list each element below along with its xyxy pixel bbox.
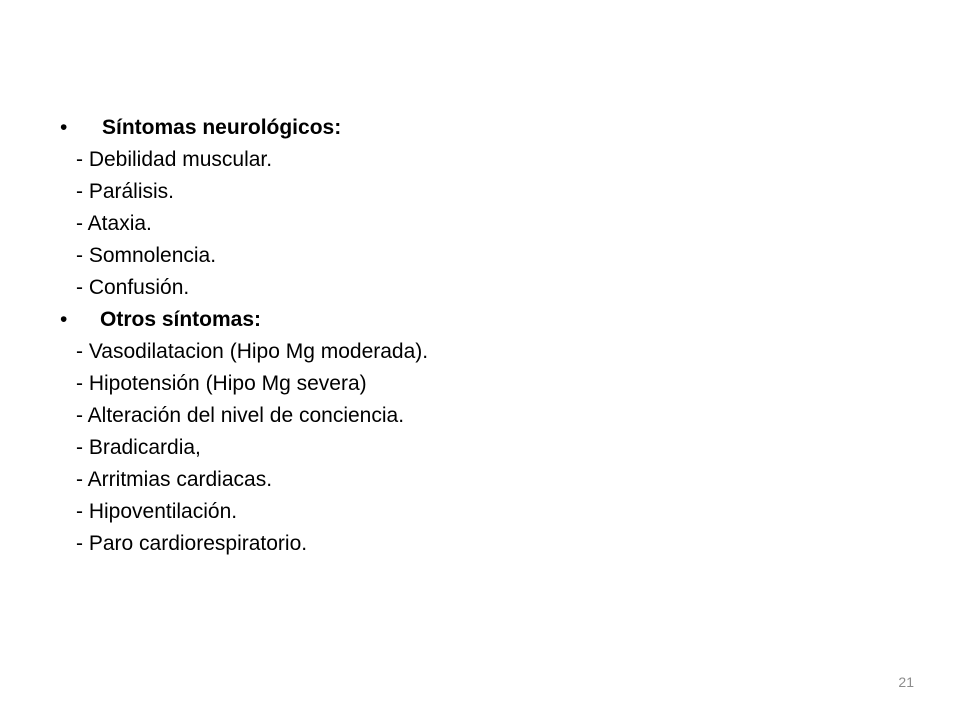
list-item: - Arritmias cardiacas. — [76, 468, 273, 491]
list-item: - Debilidad muscular. — [76, 148, 273, 171]
page-number: 21 — [898, 674, 914, 690]
bullet-icon: • — [60, 308, 68, 331]
section-heading-other — [60, 304, 920, 336]
list-item: - Hipotensión (Hipo Mg severa) — [76, 372, 367, 395]
list-item: - Parálisis. — [76, 180, 175, 203]
list-item: - Paro cardiorespiratorio. — [76, 532, 308, 555]
section-title: Síntomas neurológicos: — [102, 116, 342, 139]
section-heading-neurological — [60, 112, 920, 144]
list-item: - Vasodilatacion (Hipo Mg moderada). — [76, 340, 429, 363]
list-item: - Ataxia. — [76, 212, 152, 235]
bullet-icon: • — [60, 116, 68, 139]
list-item: - Alteración del nivel de conciencia. — [76, 404, 405, 427]
list-item: - Bradicardia, — [76, 436, 201, 459]
list-item: - Confusión. — [76, 276, 190, 299]
slide-body — [60, 112, 920, 560]
list-item: - Somnolencia. — [76, 244, 217, 267]
list-item: - Hipoventilación. — [76, 500, 238, 523]
section-title: Otros síntomas: — [100, 308, 262, 331]
